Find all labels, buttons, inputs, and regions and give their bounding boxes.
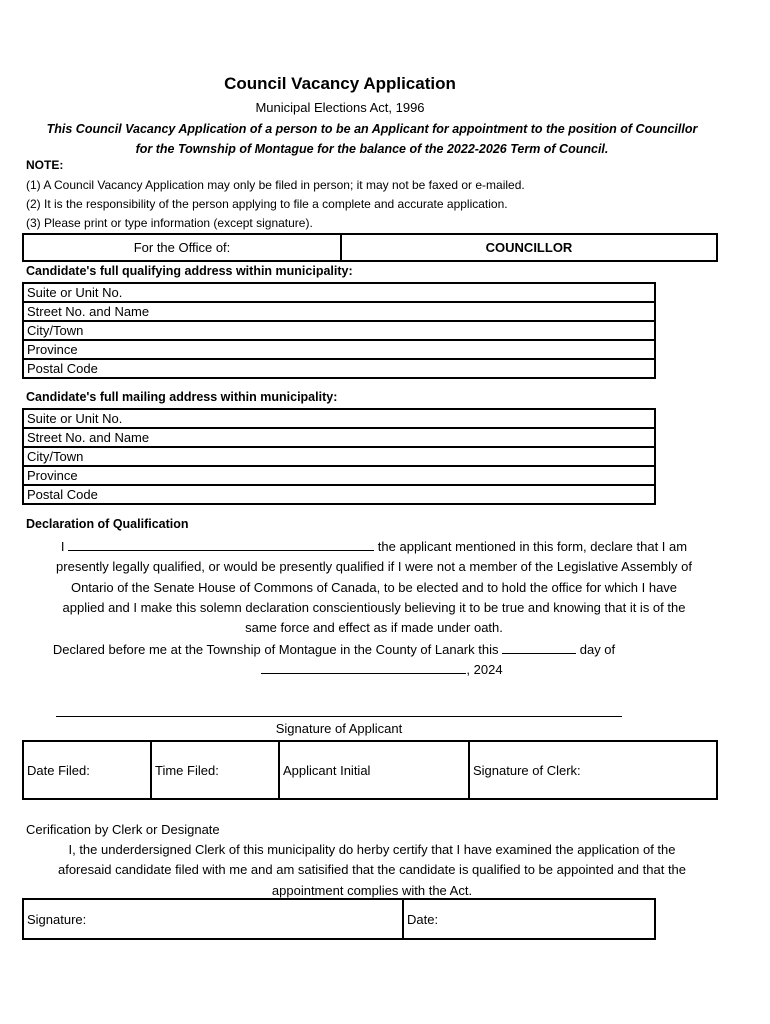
declaration-line-5: same force and effect as if made under oath. <box>245 620 503 636</box>
applicant-signature-line[interactable] <box>56 716 622 717</box>
mailing-street-field[interactable]: Street No. and Name <box>23 428 655 447</box>
declaration-line-4: applied and I make this solemn declaration conscientiously believing it to be true and knowing that it is of the <box>62 599 686 615</box>
month-blank[interactable] <box>261 660 466 674</box>
qualifying-address-table <box>22 282 656 379</box>
certification-text <box>22 840 722 901</box>
declared-prefix: Declared before me at the Township of Montague in the County of Lanark this <box>52 642 499 657</box>
declared-text <box>24 640 644 681</box>
office-value[interactable]: COUNCILLOR <box>341 234 717 261</box>
declared-line-1 <box>24 640 644 660</box>
qualifying-street-field[interactable]: Street No. and Name <box>23 302 655 321</box>
note-item-2: (2) It is the responsibility of the person applying to file a complete and accurate application. <box>26 197 508 211</box>
mailing-address-heading: Candidate's full mailing address within municipality: <box>26 390 338 404</box>
clerk-signature-cell[interactable]: Signature of Clerk: <box>469 741 717 799</box>
certification-line-2: aforesaid candidate filed with me and am satisified that the candidate is qualified to be appointed and that the <box>57 862 687 878</box>
year-text: , 2024 <box>466 662 503 678</box>
certification-line-3: appointment complies with the Act. <box>271 882 473 898</box>
declaration-suffix: the applicant mentioned in this form, declare that I am <box>377 539 688 554</box>
declaration-text <box>24 537 724 638</box>
certification-date-cell[interactable]: Date: <box>403 899 655 939</box>
declaration-heading: Declaration of Qualification <box>26 517 189 531</box>
mailing-city-field[interactable]: City/Town <box>23 447 655 466</box>
note-item-1: (1) A Council Vacancy Application may only be filed in person; it may not be faxed or e-mailed. <box>26 178 525 192</box>
qualifying-province-field[interactable]: Province <box>23 340 655 359</box>
declaration-line-3: Ontario of the Senate House of Commons of Canada, to be elected and to hold the office for which I have <box>70 579 678 595</box>
certification-line-1: I, the underdersigned Clerk of this municipality do herby certify that I have examined the application of the <box>68 842 676 857</box>
mailing-address-table <box>22 408 656 505</box>
qualifying-city-field[interactable]: City/Town <box>23 321 655 340</box>
form-intro <box>22 119 722 159</box>
certification-signature-cell[interactable]: Signature: <box>23 899 403 939</box>
filing-table <box>22 740 718 800</box>
office-label: For the Office of: <box>23 234 341 261</box>
day-blank[interactable] <box>502 640 576 654</box>
declaration-line-2: presently legally qualified, or would be presently qualified if I were not a member of the Legislative Assembly of <box>56 559 692 575</box>
declaration-prefix: I <box>60 539 65 554</box>
form-subtitle: Municipal Elections Act, 1996 <box>255 100 425 115</box>
certification-heading: Cerification by Clerk or Designate <box>26 822 220 837</box>
applicant-initial-cell[interactable]: Applicant Initial <box>279 741 469 799</box>
time-filed-cell[interactable]: Time Filed: <box>151 741 279 799</box>
note-item-3: (3) Please print or type information (except signature). <box>26 216 313 230</box>
intro-line-2: for the Township of Montague for the balance of the 2022-2026 Term of Council. <box>135 142 609 156</box>
declared-suffix: day of <box>579 642 616 657</box>
mailing-postal-field[interactable]: Postal Code <box>23 485 655 504</box>
form-title: Council Vacancy Application <box>224 74 456 93</box>
applicant-signature-label: Signature of Applicant <box>275 721 403 736</box>
declaration-line-1 <box>24 537 724 557</box>
declared-line-2 <box>24 660 644 680</box>
qualifying-suite-field[interactable]: Suite or Unit No. <box>23 283 655 302</box>
applicant-name-blank[interactable] <box>68 537 374 551</box>
date-filed-cell[interactable]: Date Filed: <box>23 741 151 799</box>
note-heading: NOTE: <box>26 158 64 172</box>
intro-line-1: This Council Vacancy Application of a person to be an Applicant for appointment to the position of Councillor <box>46 122 698 136</box>
mailing-suite-field[interactable]: Suite or Unit No. <box>23 409 655 428</box>
mailing-province-field[interactable]: Province <box>23 466 655 485</box>
qualifying-postal-field[interactable]: Postal Code <box>23 359 655 378</box>
qualifying-address-heading: Candidate's full qualifying address within municipality: <box>26 264 353 278</box>
certification-signature-table <box>22 898 656 940</box>
office-table <box>22 233 718 262</box>
